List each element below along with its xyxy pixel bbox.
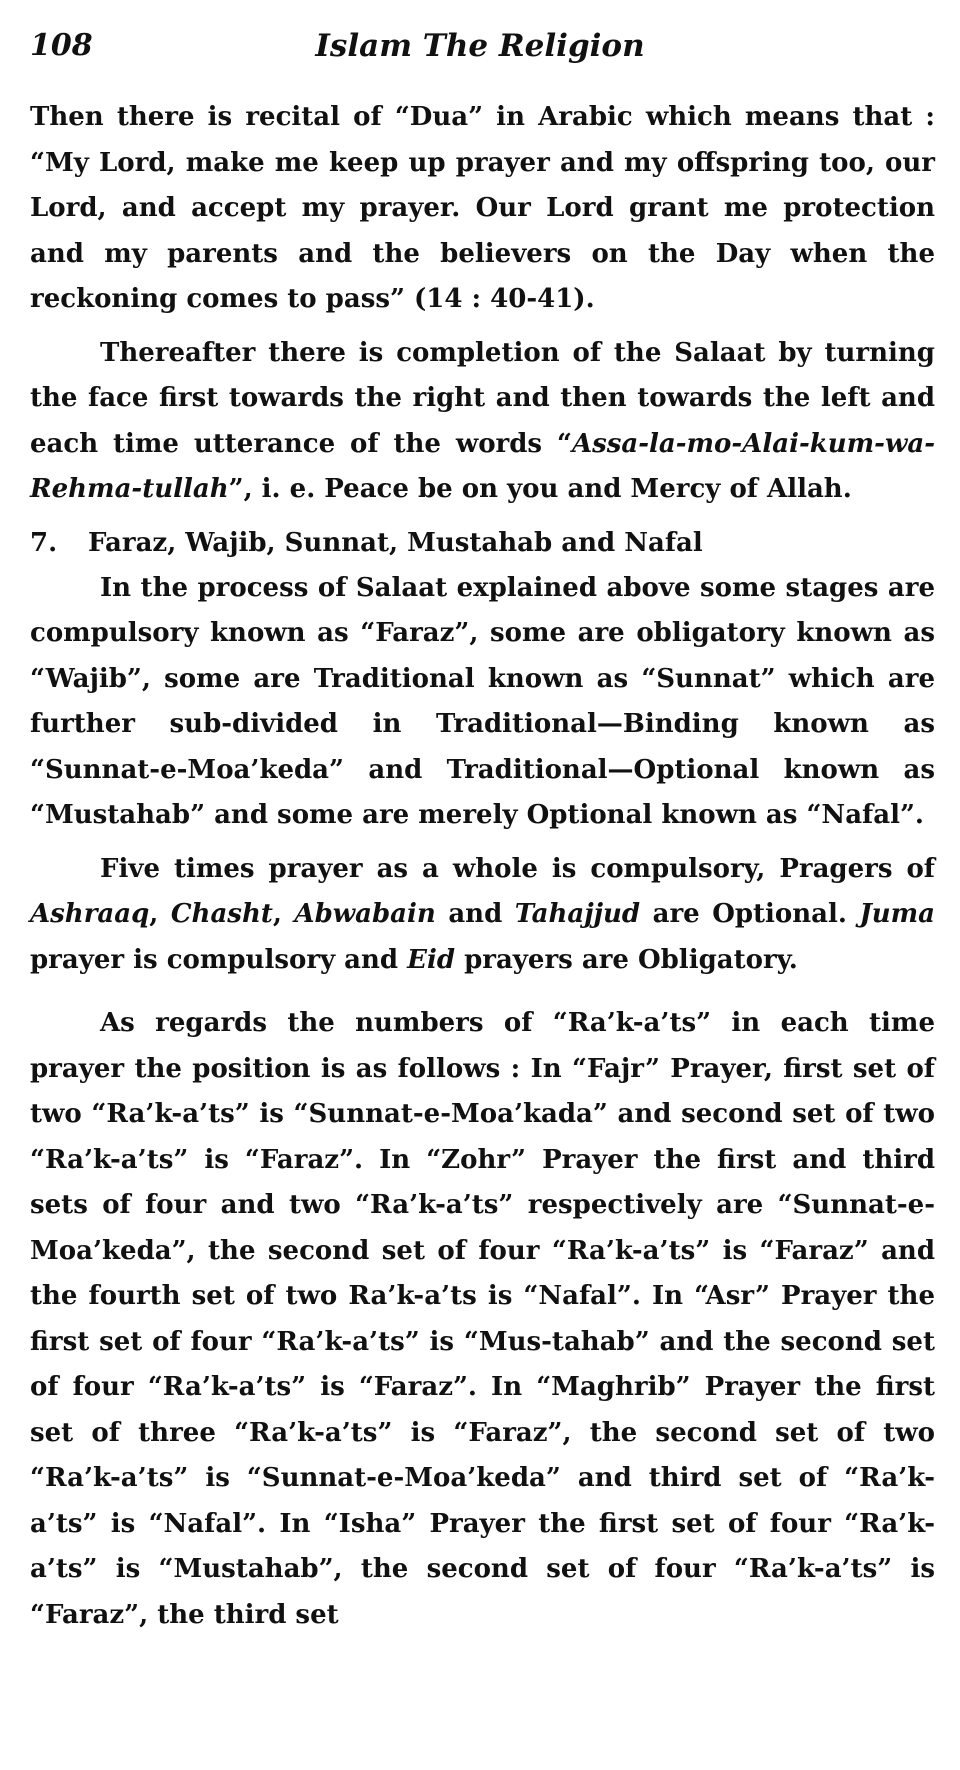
prayer-status-text-c: prayer is compulsory and: [30, 944, 408, 975]
separator: and: [435, 899, 515, 929]
running-head: Islam The Religion: [315, 28, 645, 64]
page-body: [30, 95, 935, 1638]
term-ashraaq: Ashraaq: [30, 899, 150, 929]
paragraph-prayer-status: [30, 847, 935, 984]
term-tahajjud: Tahajjud: [514, 899, 641, 929]
section-heading: [30, 521, 935, 566]
separator: ,: [149, 899, 171, 929]
prayer-status-text-a: Five times prayer as a whole is compulsory, Pragers of: [100, 853, 935, 884]
paragraph-rakats: As regards the numbers of “Ra’k-a’ts” in each time prayer the position is as follows : In “Fajr” Prayer, first set of two “Ra’k-a’ts” is “Sunnat-e-Moa’kada” and second set of two “Ra’k-a’ts” is “Faraz”. In “Zohr” Prayer the first and third sets of four and two “Ra’k-a’ts” respectively are “Sunnat-e-Moa’keda”, the second set of four “Ra’k-a’ts” is “Faraz” and the fourth set of two Ra’k-a’ts is “Nafal”. In “Asr” Prayer the first set of four “Ra’k-a’ts” is “Mus-tahab” and the second set of four “Ra’k-a’ts” is “Faraz”. In “Maghrib” Prayer the first set of three “Ra’k-a’ts” is “Faraz”, the second set of two “Ra’k-a’ts” is “Sunnat-e-Moa’keda” and third set of “Ra’k-a’ts” is “Nafal”. In “Isha” Prayer the first set of four “Ra’k-a’ts” is “Mustahab”, the second set of four “Ra’k-a’ts” is “Faraz”, the third set: [30, 1008, 935, 1630]
paragraph-categories: In the process of Salaat explained above some stages are compulsory known as “Faraz”, some are obligatory known as “Wajib”, some are Traditional known as “Sunnat” which are further sub-divided in Traditional—Binding known as “Sunnat-e-Moa’keda” and Traditional—Optional known as “Mustahab” and some are merely Optional known as “Nafal”.: [30, 572, 935, 830]
paragraph-completion-text-a: Thereafter there is completion of the Salaat by turning the face first towards the right and then towards the left and each time utterance of the words “: [30, 337, 935, 459]
term-chasht: Chasht: [170, 899, 273, 929]
page-header: [30, 28, 930, 78]
section-title: Faraz, Wajib, Sunnat, Mustahab and Nafal: [88, 527, 703, 558]
term-abwabain: Abwabain: [294, 899, 436, 929]
prayer-status-text-b: are Optional.: [640, 899, 860, 929]
paragraph-completion-text-b: ”, i. e. Peace be on you and Mercy of Allah.: [228, 474, 852, 504]
separator: ,: [272, 899, 295, 929]
term-eid: Eid: [407, 944, 456, 975]
salutation-term: Assa-la-mo-Alai-kum-wa-Rehma-tullah: [30, 428, 935, 504]
paragraph-completion: [30, 331, 935, 513]
paragraph-dua: Then there is recital of “Dua” in Arabic which means that : “My Lord, make me keep up prayer and my offspring too, our Lord, and accept my prayer. Our Lord grant me protection and my parents and the believers on the Day when the reckoning comes to pass” (14 : 40-41).: [30, 102, 935, 314]
term-juma: Juma: [859, 899, 935, 929]
page-number: 108: [30, 28, 93, 63]
prayer-status-text-d: prayers are Obligatory.: [455, 944, 798, 975]
section-number: 7.: [30, 527, 58, 558]
